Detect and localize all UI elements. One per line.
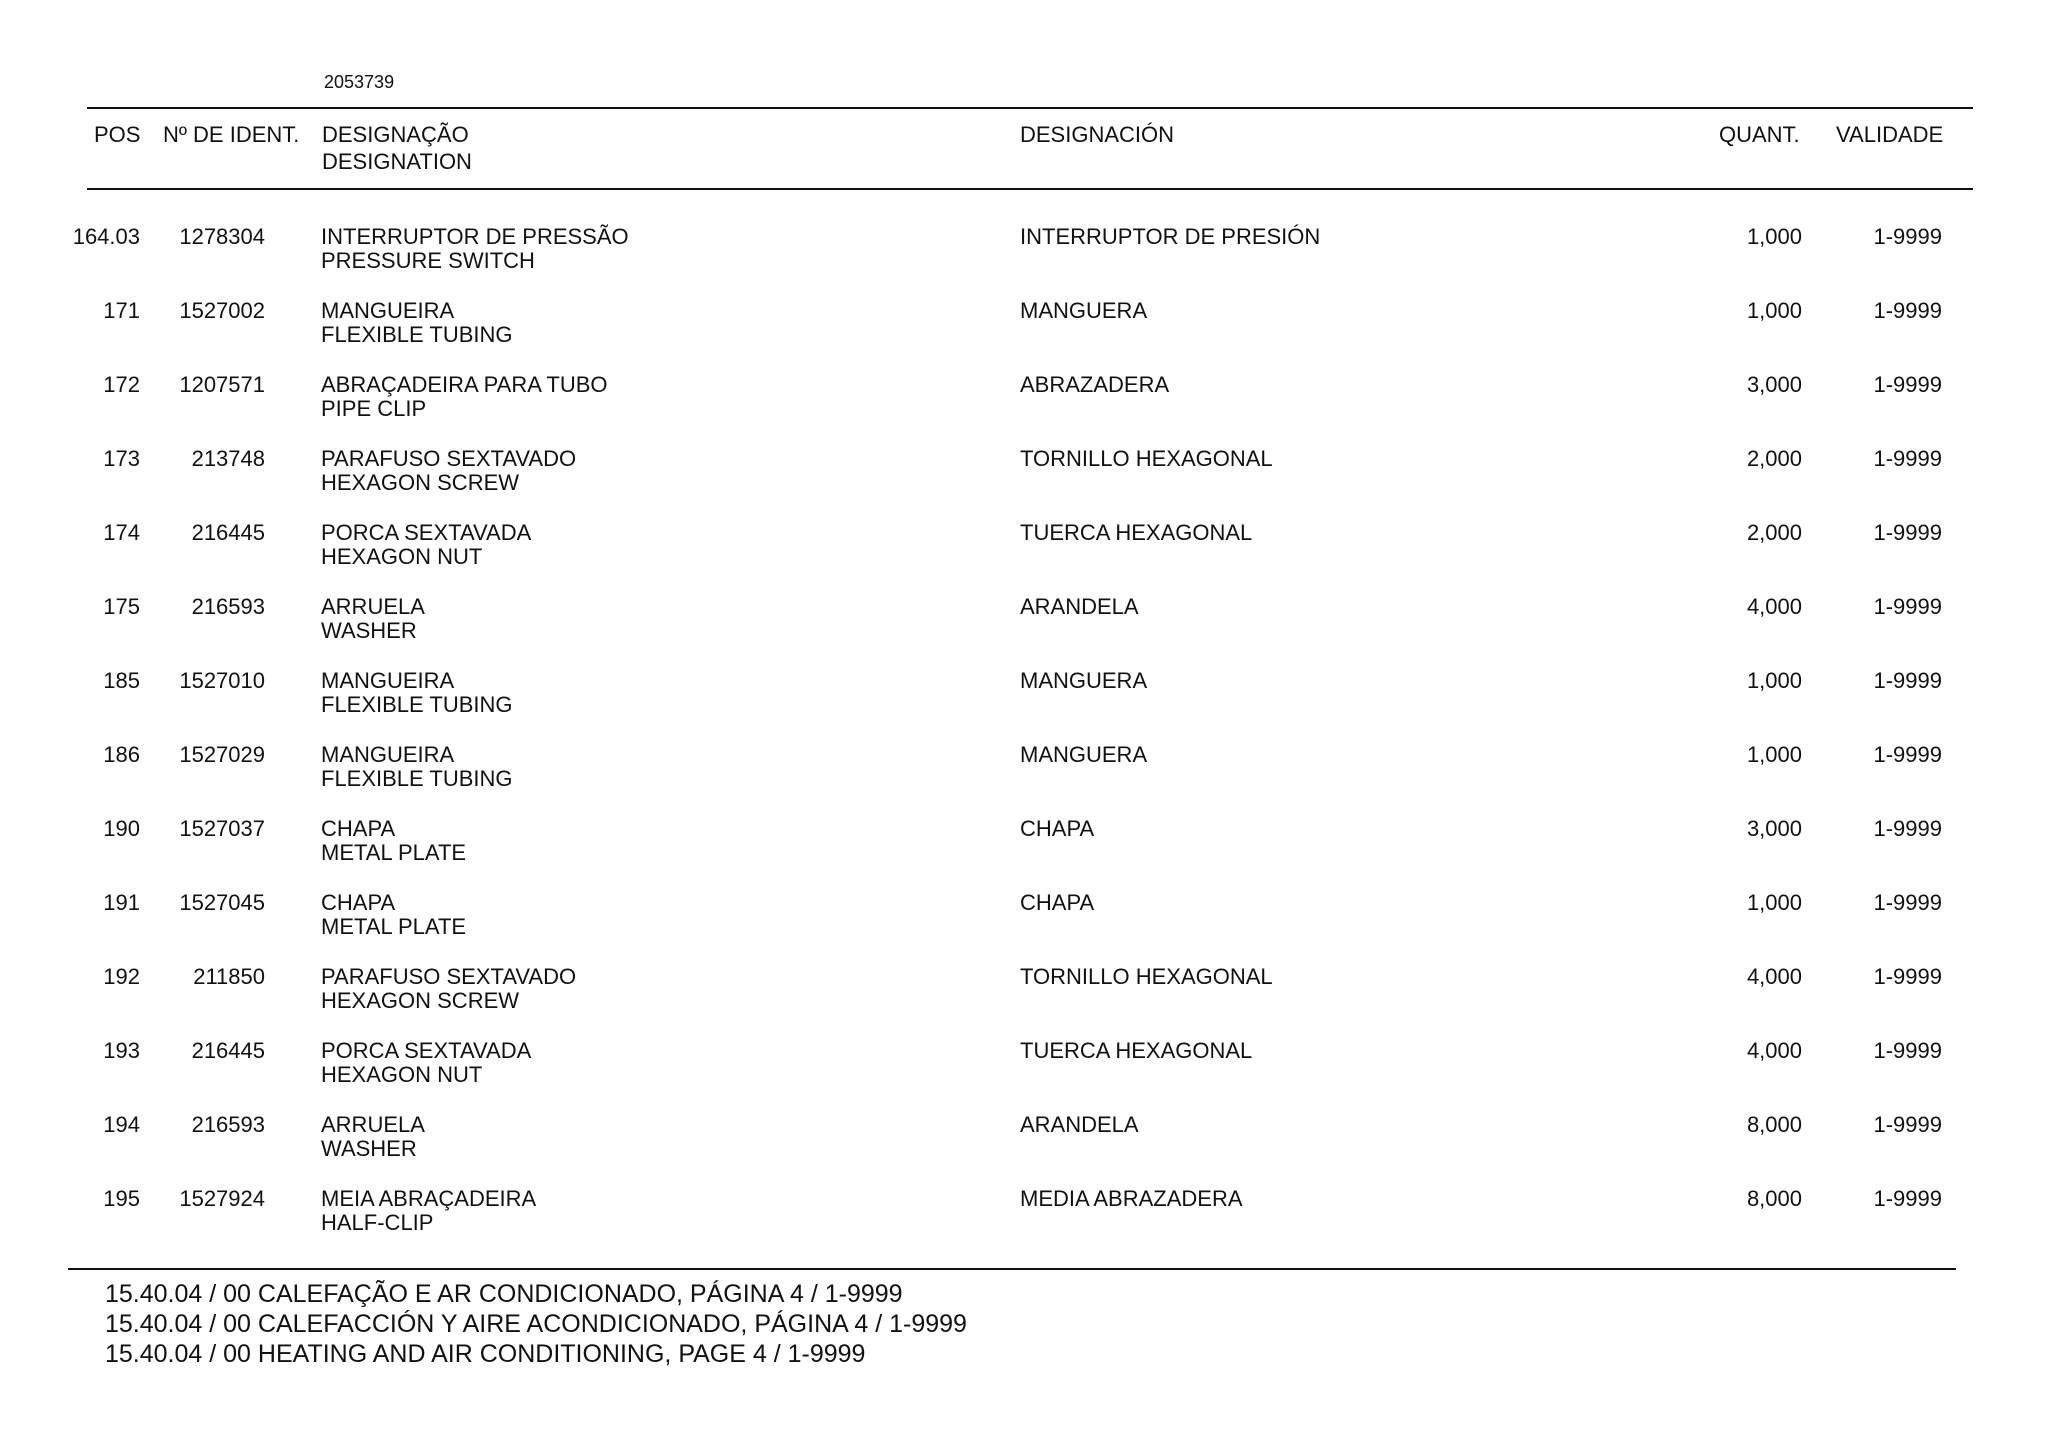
row-designacao: MANGUEIRA [321,298,455,323]
row-designation: HEXAGON NUT [321,1062,483,1087]
row-pos: 185 [103,668,140,693]
row-designacao: MEIA ABRAÇADEIRA [321,1186,537,1211]
header-validade: VALIDADE [1836,122,1944,147]
footer-line-pt: 15.40.04 / 00 CALEFAÇÃO E AR CONDICIONADO, PÁGINA 4 / 1-9999 [105,1280,903,1308]
row-designacao: ARRUELA [321,594,425,619]
table-row [0,373,2048,427]
header-bottom-rule [87,188,1973,190]
row-validade: 1-9999 [1873,668,1942,693]
row-quant: 1,000 [1746,298,1802,323]
row-ident: 213748 [191,446,265,471]
row-ident: 216445 [191,1038,265,1063]
row-quant: 3,000 [1746,816,1802,841]
row-quant: 2,000 [1746,446,1802,471]
row-designacao: PORCA SEXTAVADA [321,1038,532,1063]
row-pos: 164.03 [72,224,140,249]
document-number: 2053739 [324,72,395,92]
row-designacao: PORCA SEXTAVADA [321,520,532,545]
row-quant: 2,000 [1746,520,1802,545]
row-designation: FLEXIBLE TUBING [321,322,513,347]
row-designacao: MANGUEIRA [321,742,455,767]
row-designation: PRESSURE SWITCH [321,248,535,273]
row-designation: HEXAGON SCREW [321,988,520,1013]
row-pos: 172 [103,372,140,397]
row-validade: 1-9999 [1873,594,1942,619]
row-quant: 1,000 [1746,224,1802,249]
row-designation: FLEXIBLE TUBING [321,692,513,717]
row-validade: 1-9999 [1873,446,1942,471]
row-validade: 1-9999 [1873,890,1942,915]
row-designacion: MEDIA ABRAZADERA [1020,1186,1243,1211]
row-ident: 1527924 [179,1186,265,1211]
row-designation: PIPE CLIP [321,396,427,421]
row-pos: 173 [103,446,140,471]
row-validade: 1-9999 [1873,816,1942,841]
row-designation: WASHER [321,618,417,643]
row-pos: 171 [103,298,140,323]
row-pos: 192 [103,964,140,989]
row-ident: 216593 [191,1112,265,1137]
row-pos: 195 [103,1186,140,1211]
row-pos: 194 [103,1112,140,1137]
table-row [0,1187,2048,1241]
table-row [0,1039,2048,1093]
table-row [0,1113,2048,1167]
row-designacao: PARAFUSO SEXTAVADO [321,964,577,989]
row-quant: 1,000 [1746,890,1802,915]
row-designacion: ABRAZADERA [1020,372,1170,397]
row-quant: 3,000 [1746,372,1802,397]
row-designation: WASHER [321,1136,417,1161]
row-validade: 1-9999 [1873,372,1942,397]
row-quant: 4,000 [1746,594,1802,619]
table-row [0,225,2048,279]
row-designacion: CHAPA [1020,816,1095,841]
header-top-rule [87,107,1973,109]
header-quant: QUANT. [1719,122,1800,147]
header-designacao: DESIGNAÇÃO [322,122,469,147]
footer-line-en: 15.40.04 / 00 HEATING AND AIR CONDITIONING, PAGE 4 / 1-9999 [105,1340,866,1368]
footer-line-es: 15.40.04 / 00 CALEFACCIÓN Y AIRE ACONDICIONADO, PÁGINA 4 / 1-9999 [105,1310,967,1338]
row-designacion: MANGUERA [1020,298,1148,323]
row-validade: 1-9999 [1873,1038,1942,1063]
row-designation: METAL PLATE [321,914,467,939]
row-ident: 1207571 [179,372,265,397]
row-ident: 1527010 [179,668,265,693]
row-quant: 8,000 [1746,1112,1802,1137]
row-ident: 1278304 [179,224,265,249]
row-designacion: ARANDELA [1020,1112,1139,1137]
row-ident: 1527045 [179,890,265,915]
row-quant: 1,000 [1746,668,1802,693]
header-pos: POS [94,122,141,147]
table-row [0,299,2048,353]
row-pos: 175 [103,594,140,619]
page-footer [105,1279,967,1369]
row-validade: 1-9999 [1873,520,1942,545]
row-ident: 216593 [191,594,265,619]
row-designacao: MANGUEIRA [321,668,455,693]
header-ident: Nº DE IDENT. [163,122,300,147]
row-designation: HALF-CLIP [321,1210,434,1235]
row-validade: 1-9999 [1873,224,1942,249]
header-designacion: DESIGNACIÓN [1020,122,1175,147]
row-pos: 174 [103,520,140,545]
row-designacion: MANGUERA [1020,668,1148,693]
row-validade: 1-9999 [1873,1186,1942,1211]
row-designacion: TUERCA HEXAGONAL [1020,520,1253,545]
row-validade: 1-9999 [1873,298,1942,323]
row-designacion: INTERRUPTOR DE PRESIÓN [1020,224,1321,249]
table-row [0,521,2048,575]
table-row [0,743,2048,797]
header-designation: DESIGNATION [322,149,472,174]
row-designacion: MANGUERA [1020,742,1148,767]
row-pos: 186 [103,742,140,767]
row-quant: 8,000 [1746,1186,1802,1211]
row-quant: 4,000 [1746,1038,1802,1063]
row-designacao: INTERRUPTOR DE PRESSÃO [321,224,629,249]
row-designacion: TORNILLO HEXAGONAL [1020,446,1273,471]
row-designacao: CHAPA [321,890,396,915]
row-validade: 1-9999 [1873,964,1942,989]
table-row [0,965,2048,1019]
row-pos: 191 [103,890,140,915]
row-designacion: CHAPA [1020,890,1095,915]
row-designacion: TORNILLO HEXAGONAL [1020,964,1273,989]
table-row [0,817,2048,871]
row-validade: 1-9999 [1873,742,1942,767]
row-designation: HEXAGON NUT [321,544,483,569]
row-pos: 190 [103,816,140,841]
row-designacion: ARANDELA [1020,594,1139,619]
table-row [0,891,2048,945]
row-ident: 211850 [193,964,265,989]
row-designacao: PARAFUSO SEXTAVADO [321,446,577,471]
row-ident: 216445 [191,520,265,545]
row-designacao: ABRAÇADEIRA PARA TUBO [321,372,608,397]
row-ident: 1527037 [179,816,265,841]
row-designacao: CHAPA [321,816,396,841]
row-designacion: TUERCA HEXAGONAL [1020,1038,1253,1063]
row-pos: 193 [103,1038,140,1063]
row-designacao: ARRUELA [321,1112,425,1137]
table-row [0,447,2048,501]
table-row [0,669,2048,723]
row-designation: HEXAGON SCREW [321,470,520,495]
table-row [0,595,2048,649]
row-validade: 1-9999 [1873,1112,1942,1137]
row-designation: METAL PLATE [321,840,467,865]
row-ident: 1527002 [179,298,265,323]
row-designation: FLEXIBLE TUBING [321,766,513,791]
row-ident: 1527029 [179,742,265,767]
row-quant: 1,000 [1746,742,1802,767]
row-quant: 4,000 [1746,964,1802,989]
table-bottom-rule [68,1268,1956,1270]
